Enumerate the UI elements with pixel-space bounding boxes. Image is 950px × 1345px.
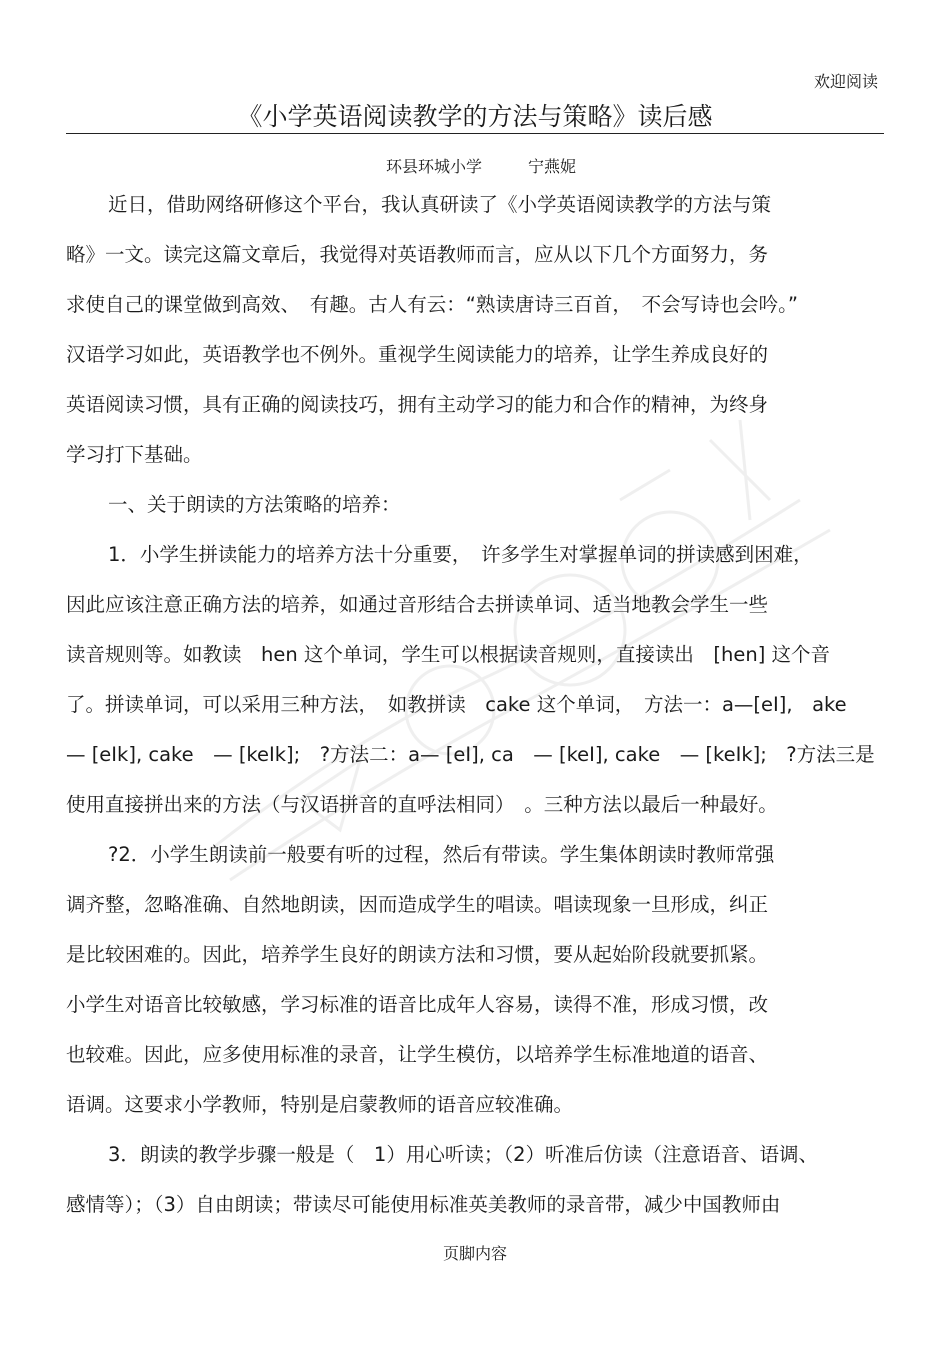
text-line: 了。拼读单词，可以采用三种方法， 如教拼读 cake 这个单词， 方法一：a—[eI], ake	[66, 693, 847, 716]
text-line: 英语阅读习惯，具有正确的阅读技巧，拥有主动学习的能力和合作的精神，为终身	[66, 393, 769, 416]
text-line: 略》一文。读完这篇文章后，我觉得对英语教师而言，应从以下几个方面努力，务	[66, 243, 769, 266]
text-line: 感情等）；（3）自由朗读；带读尽可能使用标准英美教师的录音带，减少中国教师由	[66, 1193, 781, 1216]
text-line: 读音规则等。如教读 hen 这个单词，学生可以根据读音规则，直接读出 [hen] 这个音	[66, 643, 831, 666]
section-heading: 一、关于朗读的方法策略的培养：	[108, 493, 401, 516]
text-line: 语调。这要求小学教师，特别是启蒙教师的语音应较准确。	[66, 1093, 574, 1116]
text-line: 汉语学习如此，英语教学也不例外。重视学生阅读能力的培养，让学生养成良好的	[66, 343, 769, 366]
text-line: ?2．小学生朗读前一般要有听的过程，然后有带读。学生集体朗读时教师常强	[108, 843, 775, 866]
text-line: 是比较困难的。因此，培养学生良好的朗读方法和习惯，要从起始阶段就要抓紧。	[66, 943, 769, 966]
text-line: 3．朗读的教学步骤一般是（ 1）用心听读；（2）听准后仿读（注意语音、语调、	[108, 1143, 818, 1166]
author-line	[386, 156, 576, 178]
title-divider	[66, 133, 884, 134]
text-line: 也较难。因此，应多使用标准的录音，让学生模仿，以培养学生标准地道的语音、	[66, 1043, 769, 1066]
page-footer: 页脚内容	[442, 1244, 507, 1263]
text-line: 学习打下基础。	[66, 443, 203, 466]
text-line: 近日，借助网络研修这个平台，我认真研读了《小学英语阅读教学的方法与策	[108, 193, 772, 216]
text-line: 1．小学生拼读能力的培养方法十分重要， 许多学生对掌握单词的拼读感到困难，	[108, 543, 813, 566]
text-line: 调齐整，忽略准确、自然地朗读，因而造成学生的唱读。唱读现象一旦形成，纠正	[66, 893, 769, 916]
text-line: 因此应该注意正确方法的培养，如通过音形结合去拼读单词、适当地教会学生一些	[66, 593, 769, 616]
author-name: 宁燕妮	[528, 157, 577, 176]
text-line: 使用直接拼出来的方法（与汉语拼音的直呼法相同） 。三种方法以最后一种最好。	[66, 793, 778, 816]
text-line: 求使自己的课堂做到高效、 有趣。古人有云：“熟读唐诗三百首， 不会写诗也会吟。”	[66, 293, 798, 316]
text-line: 小学生对语音比较敏感，学习标准的语音比成年人容易，读得不准，形成习惯，改	[66, 993, 769, 1016]
author-school: 环县环城小学	[386, 157, 483, 176]
document-title: 《小学英语阅读教学的方法与策略》读后感	[237, 102, 713, 131]
text-line: — [eIk], cake — [keIk]; ?方法二：a— [eI], ca — [keI], cake — [keIk]; ?方法三是	[66, 743, 875, 766]
page-header-text: 欢迎阅读	[813, 72, 878, 91]
